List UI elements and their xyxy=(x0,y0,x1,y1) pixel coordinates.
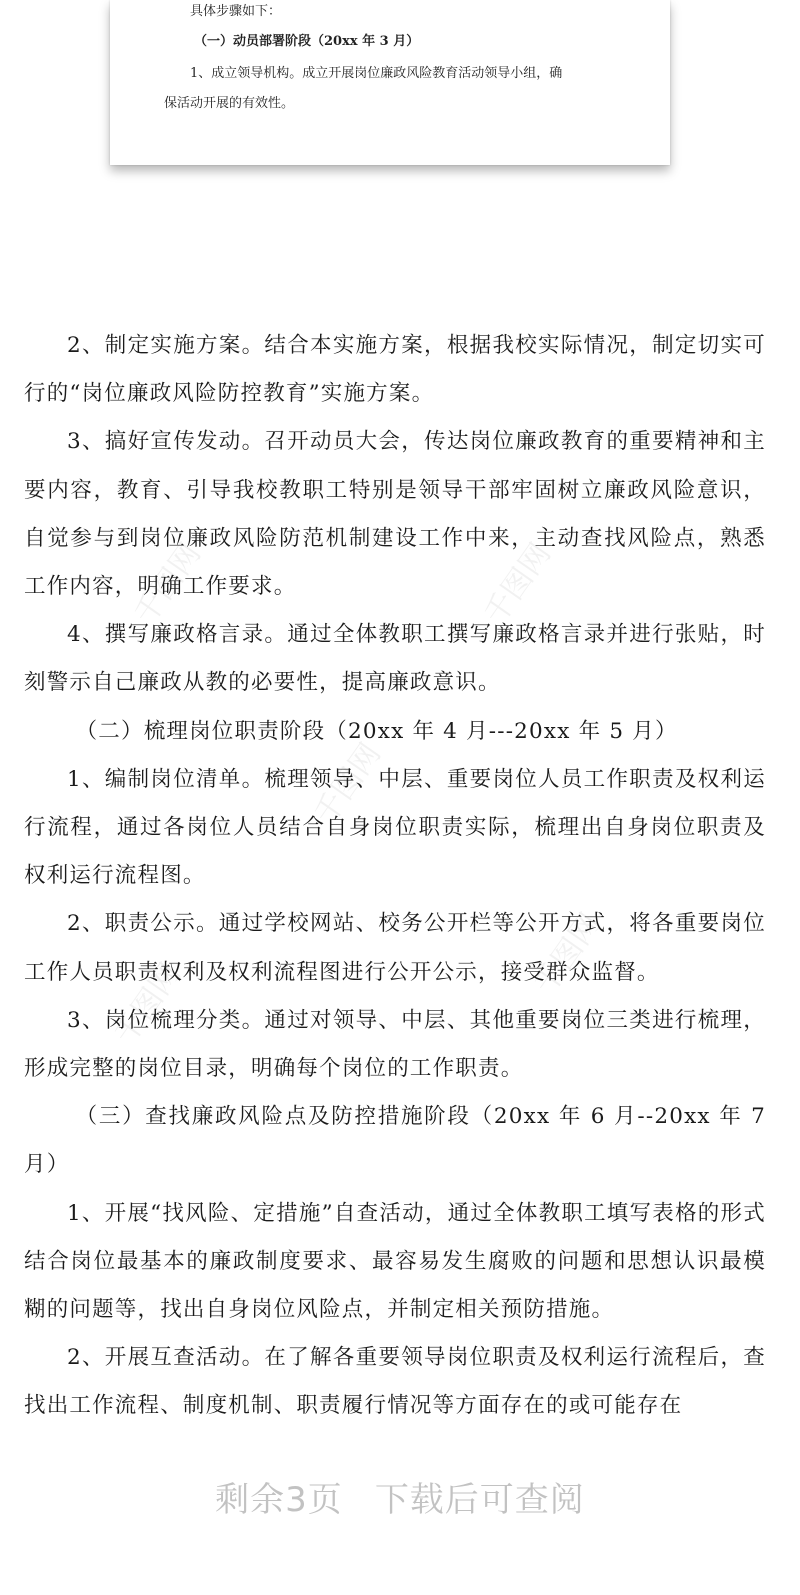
watermark: 千图网 xyxy=(127,537,209,631)
watermark: 千图网 xyxy=(527,907,609,1001)
document-body xyxy=(24,322,766,1431)
paragraph-implementation-plan: 2、制定实施方案。结合本实施方案，根据我校实际情况，制定切实可行的“岗位廉政风险防控教育”实施方案。 xyxy=(24,333,766,407)
download-to-view-text: 下载后可查阅 xyxy=(374,1480,585,1520)
download-prompt[interactable] xyxy=(0,1472,800,1521)
watermark: 千图网 xyxy=(307,737,389,831)
steps-intro-text: 具体步骤如下： xyxy=(190,4,282,19)
paragraph-integrity-quotes: 4、撰写廉政格言录。通过全体教职工撰写廉政格言录并进行张贴，时刻警示自己廉政从教的必要性，提高廉政意识。 xyxy=(24,622,766,696)
paragraph-duty-publicity: 2、职责公示。通过学校网站、校务公开栏等公开方式，将各重要岗位工作人员职责权利及权利流程图进行公开公示，接受群众监督。 xyxy=(24,911,766,985)
stage-one-heading: （一）动员部署阶段（20xx 年 3 月） xyxy=(194,34,420,49)
paragraph-position-list: 1、编制岗位清单。梳理领导、中层、重要岗位人员工作职责及权利运行流程，通过各岗位人员结合自身岗位职责实际，梳理出自身岗位职责及权利运行流程图。 xyxy=(24,766,766,889)
watermark: 千图网 xyxy=(107,957,189,1051)
paragraph-self-check: 1、开展“找风险、定措施”自查活动，通过全体教职工填写表格的形式结合岗位最基本的廉政制度要求、最容易发生腐败的问题和思想认识最模糊的问题等，找出自身岗位风险点，并制定相关预防措施。 xyxy=(24,1200,766,1323)
stage-one-item-1-line: 1、成立领导机构。成立开展岗位廉政风险教育活动领导小组，确 xyxy=(190,66,563,81)
paragraph-publicity: 3、搞好宣传发动。召开动员大会，传达岗位廉政教育的重要精神和主要内容，教育、引导我校教职工特别是领导干部牢固树立廉政风险意识，自觉参与到岗位廉政风险防范机制建设工作中来，主动查找风险点，熟悉工作内容，明确工作要求。 xyxy=(24,429,766,600)
paragraph-mutual-check: 2、开展互查活动。在了解各重要领导岗位职责及权利运行流程后，查找出工作流程、制度机制、职责履行情况等方面存在的或可能存在 xyxy=(24,1345,766,1419)
stage-one-item-1-continued: 保活动开展的有效性。 xyxy=(164,96,295,111)
remaining-pages-text: 剩余3页 xyxy=(215,1480,343,1520)
section-heading-stage-two: （二）梳理岗位职责阶段（20xx 年 4 月---20xx 年 5 月） xyxy=(75,718,678,744)
paragraph-position-classification: 3、岗位梳理分类。通过对领导、中层、其他重要岗位三类进行梳理，形成完整的岗位目录，明确每个岗位的工作职责。 xyxy=(24,1007,766,1082)
previous-page-excerpt-card xyxy=(110,0,670,165)
watermark: 千图网 xyxy=(477,537,559,631)
section-heading-stage-three: （三）查找廉政风险点及防控措施阶段（20xx 年 6 月--20xx 年 7 月） xyxy=(24,1104,766,1178)
